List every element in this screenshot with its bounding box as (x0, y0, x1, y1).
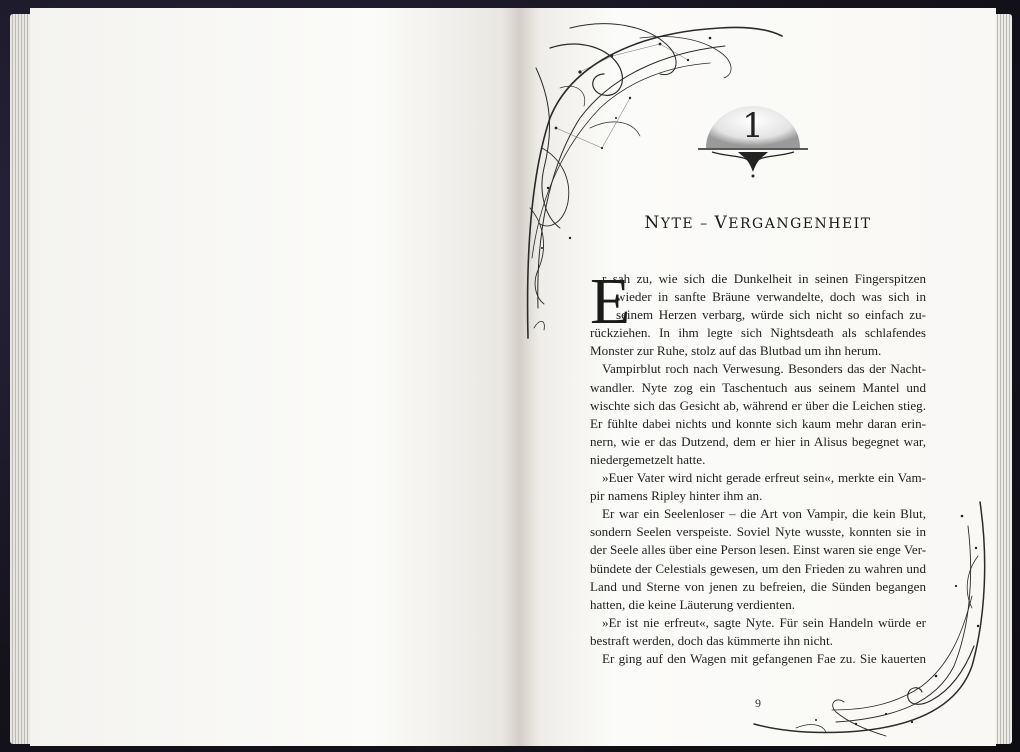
chapter-number: 1 (742, 106, 764, 146)
chapter-title-part-2: ERGANGENHEIT (728, 216, 872, 232)
text-line: Er war ein Seelenloser – die Art von Vampir, die kein Blut, (602, 506, 926, 522)
text-line: Er fühlte dabei nichts und konnte sich kaum mehr daran erin- (590, 415, 926, 431)
page-stack-right (994, 14, 1012, 744)
text-line: rückziehen. In ihm legte sich Nightsdeath als schlafendes (590, 325, 926, 341)
text-line: bestraft werden, doch das kümmerte ihn nicht. (590, 632, 833, 648)
open-book (10, 6, 1012, 748)
chapter-title-cap-2: V (714, 213, 729, 233)
text-line: wischte sich das Gesicht ab, während er über die Leichen stieg. (590, 397, 926, 413)
text-line: wandler. Nyte zog ein Taschentuch aus seinem Mantel und (590, 379, 926, 395)
text-line: hatten, die keine Läuterung verdienten. (590, 596, 796, 612)
right-page (520, 8, 996, 746)
text-line: wieder in sanfte Bräune verwandelte, doch was sich in (616, 289, 926, 305)
text-line: Land und Sterne von jenen zu befreien, die Sünden begangen (590, 578, 926, 594)
text-line: »Euer Vater wird nicht gerade erfreut sein«, merkte ein Vam- (602, 470, 926, 486)
text-line: sondern Seelen verspeiste. Soviel Nyte wusste, konnten sie in (590, 524, 926, 540)
chapter-number-badge (692, 96, 814, 186)
text-line: bündete der Celestials gewesen, um den Frieden zu wahren und (590, 560, 926, 576)
text-line: der Seele alles über eine Person lesen. Einst waren sie enge Ver- (590, 542, 927, 558)
chapter-title-dash: – (700, 216, 709, 232)
chapter-title-cap-1: N (644, 213, 661, 233)
left-page-blank (30, 8, 522, 746)
chapter-title (520, 213, 996, 233)
drop-cap: E (590, 265, 631, 338)
chapter-title-part-1: YTE (660, 216, 695, 232)
text-line: r sah zu, wie sich die Dunkelheit in seinen Fingerspitzen (602, 271, 926, 286)
text-line: »Er ist nie erfreut«, sagte Nyte. Für sein Handeln würde er (602, 614, 926, 630)
text-line: seinem Herzen verbarg, würde sich nicht so einfach zu- (616, 307, 926, 323)
text-line: niedergemetzelt hatte. (590, 451, 706, 467)
text-line: pir namens Ripley hinter ihm an. (590, 488, 763, 504)
text-line: Vampirblut roch nach Verwesung. Besonders das der Nacht- (602, 361, 926, 377)
text-line: nern, wie er das Dutzend, dem er hier in Alisus begegnet war, (590, 433, 926, 449)
page-number: 9 (755, 696, 761, 710)
text-line: Er ging auf den Wagen mit gefangenen Fae zu. Sie kauerten (602, 650, 926, 666)
flourish-ornament-bottom-right (736, 496, 996, 746)
text-line: Monster zur Ruhe, stolz auf das Blutbad um ihn herum. (590, 343, 882, 359)
